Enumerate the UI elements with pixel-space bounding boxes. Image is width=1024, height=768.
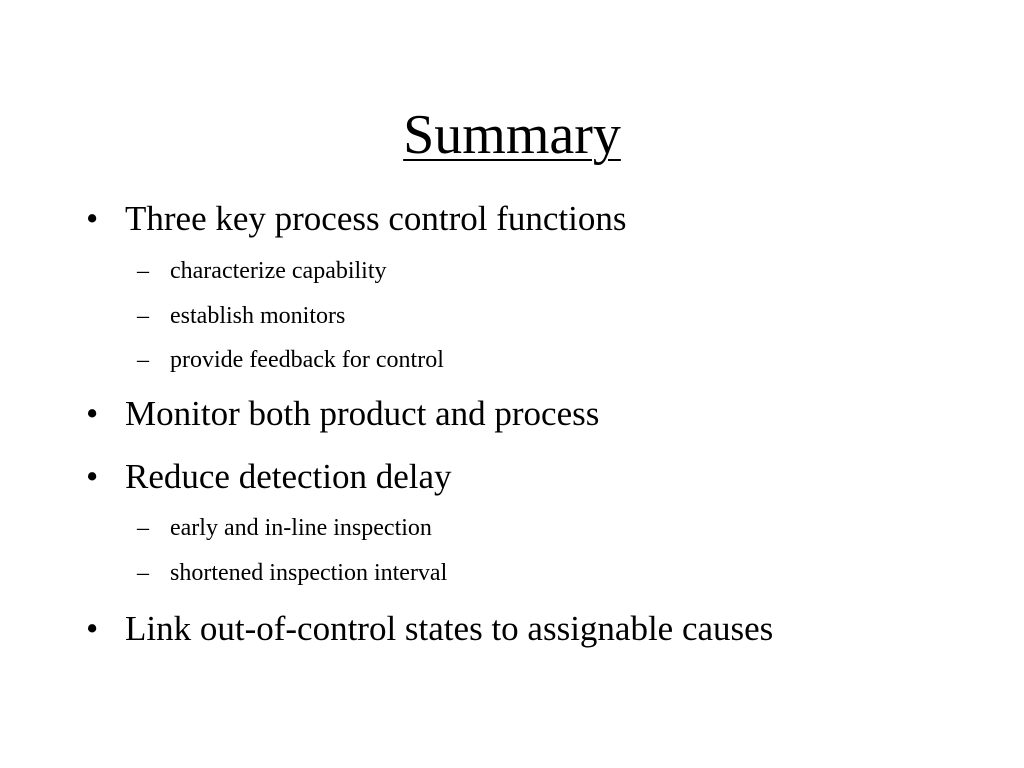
bullet-marker: • [86,394,99,433]
bullet-text: Three key process control functions [125,199,627,238]
sub-bullet-item [0,345,1024,375]
sub-bullet-text: early and in-line inspection [170,515,432,541]
sub-bullet-item [0,513,1024,543]
bullet-marker: • [86,609,99,648]
sub-bullet-marker: – [137,258,149,284]
sub-bullet-item [0,558,1024,588]
bullet-item [0,392,1024,436]
sub-bullet-marker: – [137,515,149,541]
slide-title: Summary [403,104,621,166]
bullet-item [0,455,1024,499]
sub-bullet-text: shortened inspection interval [170,560,448,586]
bullet-marker: • [86,199,99,238]
sub-bullet-marker: – [137,303,149,329]
bullet-item [0,197,1024,241]
sub-bullet-item [0,301,1024,331]
bullet-text: Monitor both product and process [125,394,600,433]
sub-bullet-text: provide feedback for control [170,347,444,373]
bullet-text: Reduce detection delay [125,457,452,496]
sub-bullet-marker: – [137,560,149,586]
sub-bullet-marker: – [137,347,149,373]
bullet-item [0,607,1024,651]
sub-bullet-text: establish monitors [170,303,346,329]
bullet-text: Link out-of-control states to assignable causes [125,609,774,648]
sub-bullet-item [0,256,1024,286]
sub-bullet-text: characterize capability [170,258,387,284]
bullet-marker: • [86,457,99,496]
